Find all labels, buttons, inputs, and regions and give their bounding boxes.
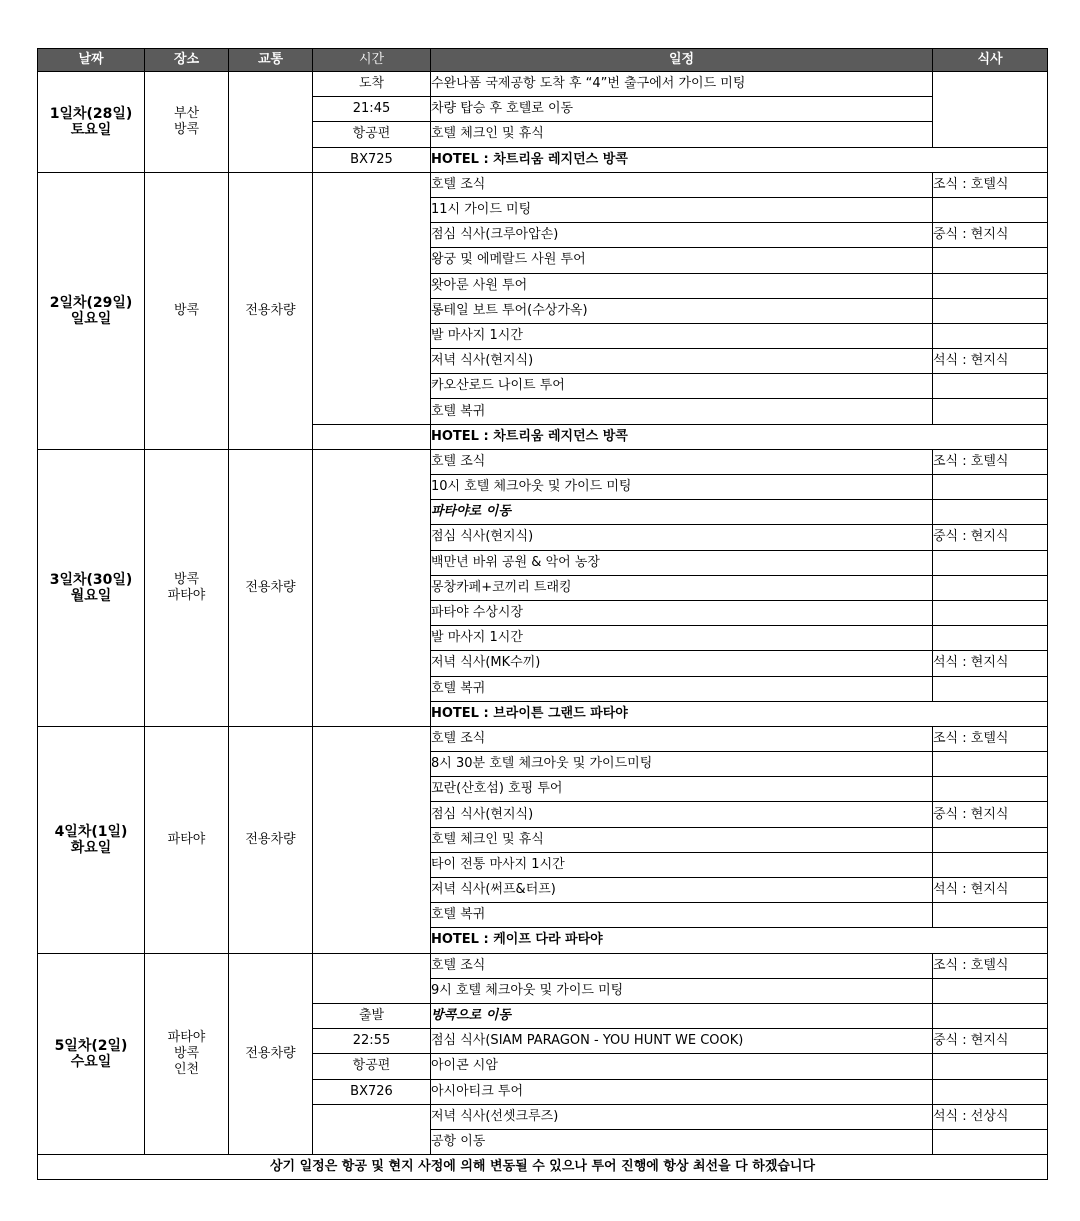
day1-time-2: 항공편	[313, 122, 431, 147]
day3-schedule-6: 파타야 수상시장	[431, 600, 933, 625]
header-meal: 식사	[933, 49, 1048, 72]
day5-meal-blank	[933, 978, 1048, 1003]
day5-date-line2: 수요일	[70, 1053, 112, 1070]
day5-meal-dinner: 석식 : 선상식	[933, 1104, 1048, 1129]
day3-place	[145, 449, 229, 726]
day4-meal-blank	[933, 903, 1048, 928]
day5-time-2: 항공편	[313, 1054, 431, 1079]
day5-schedule-2: 방콕으로 이동	[431, 1003, 933, 1028]
day2-schedule-4: 왓아룬 사원 투어	[431, 273, 933, 298]
day1-date	[38, 72, 145, 173]
day5-transport: 전용차량	[229, 953, 313, 1155]
day1-transport	[229, 72, 313, 173]
day5-place-line2: 방콕	[173, 1045, 200, 1061]
day4-hotel: HOTEL : 케이프 다라 파타야	[431, 928, 1048, 953]
day1-meal	[933, 72, 1048, 148]
day2-date-line1: 2일차(29일)	[49, 294, 133, 311]
day3-schedule-2: 파타야로 이동	[431, 500, 933, 525]
day3-place-line1: 방콕	[173, 571, 200, 587]
day4-time	[313, 726, 431, 953]
day1-time-1: 21:45	[313, 97, 431, 122]
day3-meal-blank	[933, 550, 1048, 575]
day3-meal-blank	[933, 475, 1048, 500]
day5-schedule-1: 9시 호텔 체크아웃 및 가이드 미팅	[431, 978, 933, 1003]
day5-schedule-4: 아이콘 시암	[431, 1054, 933, 1079]
day3-transport: 전용차량	[229, 449, 313, 726]
day5-schedule-3: 점심 식사(SIAM PARAGON - YOU HUNT WE COOK)	[431, 1029, 933, 1054]
day2-schedule-7: 저녁 식사(현지식)	[431, 349, 933, 374]
day1-time-3: BX725	[313, 147, 431, 172]
day2-meal-blank	[933, 197, 1048, 222]
day2-meal-lunch: 중식 : 현지식	[933, 223, 1048, 248]
day4-schedule-2: 꼬란(산호섬) 호핑 투어	[431, 777, 933, 802]
day2-meal-blank	[933, 248, 1048, 273]
day4-meal-dinner: 석식 : 현지식	[933, 878, 1048, 903]
day3-schedule-7: 발 마사지 1시간	[431, 626, 933, 651]
day5-meal-breakfast: 조식 : 호텔식	[933, 953, 1048, 978]
day2-date	[38, 172, 145, 449]
day2-hotel: HOTEL : 차트리움 레지던스 방콕	[431, 424, 1048, 449]
day2-schedule-9: 호텔 복귀	[431, 399, 933, 424]
day3-place-line2: 파타야	[167, 587, 206, 603]
day2-place: 방콕	[145, 172, 229, 449]
day3-date-line2: 월요일	[70, 587, 112, 604]
day2-meal-blank	[933, 298, 1048, 323]
day2-date-line2: 일요일	[70, 310, 112, 327]
footer-note: 상기 일정은 항공 및 현지 사정에 의해 변동될 수 있으나 투어 진행에 항상 최선을 다 하겠습니다	[38, 1155, 1048, 1180]
day5-time-blank	[313, 953, 431, 1003]
day5-place-line1: 파타야	[167, 1029, 206, 1045]
day4-schedule-1: 8시 30분 호텔 체크아웃 및 가이드미팅	[431, 752, 933, 777]
day1-date-line1: 1일차(28일)	[49, 105, 133, 122]
day4-schedule-6: 저녁 식사(써프&터프)	[431, 878, 933, 903]
day5-time-blank-2	[313, 1104, 431, 1154]
day4-schedule-3: 점심 식사(현지식)	[431, 802, 933, 827]
day3-meal-dinner: 석식 : 현지식	[933, 651, 1048, 676]
day1-hotel: HOTEL : 차트리움 레지던스 방콕	[431, 147, 1048, 172]
day4-schedule-0: 호텔 조식	[431, 726, 933, 751]
day5-time-3: BX726	[313, 1079, 431, 1104]
day5-meal-blank	[933, 1054, 1048, 1079]
day2-schedule-5: 롱테일 보트 투어(수상가옥)	[431, 298, 933, 323]
day4-date-line2: 화요일	[70, 839, 112, 856]
day5-meal-blank	[933, 1003, 1048, 1028]
day3-meal-blank	[933, 676, 1048, 701]
day3-schedule-8: 저녁 식사(MK수끼)	[431, 651, 933, 676]
day5-date	[38, 953, 145, 1155]
day1-schedule-0: 수완나폼 국제공항 도착 후 “4”번 출구에서 가이드 미팅	[431, 72, 933, 97]
header-schedule: 일정	[431, 49, 933, 72]
day2-schedule-2: 점심 식사(크루아압손)	[431, 223, 933, 248]
day4-meal-blank	[933, 827, 1048, 852]
day1-schedule-1: 차량 탑승 후 호텔로 이동	[431, 97, 933, 122]
day3-schedule-9: 호텔 복귀	[431, 676, 933, 701]
day2-schedule-3: 왕궁 및 에메랄드 사원 투어	[431, 248, 933, 273]
day1-place	[145, 72, 229, 173]
day2-meal-breakfast: 조식 : 호텔식	[933, 172, 1048, 197]
header-row	[38, 49, 1048, 72]
day5-meal-blank	[933, 1079, 1048, 1104]
header-time: 시간	[313, 49, 431, 72]
day3-meal-breakfast: 조식 : 호텔식	[933, 449, 1048, 474]
day5-date-line1: 5일차(2일)	[54, 1037, 128, 1054]
day4-meal-blank	[933, 852, 1048, 877]
day4-place: 파타야	[145, 726, 229, 953]
day4-meal-blank	[933, 752, 1048, 777]
day2-meal-dinner: 석식 : 현지식	[933, 349, 1048, 374]
header-transport: 교통	[229, 49, 313, 72]
day5-schedule-5: 아시아티크 투어	[431, 1079, 933, 1104]
day3-schedule-5: 몽창카페+코끼리 트래킹	[431, 575, 933, 600]
day3-time	[313, 449, 431, 726]
day5-schedule-0: 호텔 조식	[431, 953, 933, 978]
day2-time-hotel	[313, 424, 431, 449]
header-date: 날짜	[38, 49, 145, 72]
day5-place	[145, 953, 229, 1155]
day5-time-1: 22:55	[313, 1029, 431, 1054]
day3-meal-blank	[933, 500, 1048, 525]
day2-meal-blank	[933, 374, 1048, 399]
day3-schedule-4: 백만년 바위 공원 & 악어 농장	[431, 550, 933, 575]
day4-meal-lunch: 중식 : 현지식	[933, 802, 1048, 827]
day2-transport: 전용차량	[229, 172, 313, 449]
day5-meal-blank	[933, 1129, 1048, 1154]
day3-meal-lunch: 중식 : 현지식	[933, 525, 1048, 550]
day3-date	[38, 449, 145, 726]
header-place: 장소	[145, 49, 229, 72]
itinerary-table	[37, 48, 1048, 1180]
day1-date-line2: 토요일	[70, 121, 112, 138]
day2-schedule-6: 발 마사지 1시간	[431, 323, 933, 348]
day3-date-line1: 3일차(30일)	[49, 571, 133, 588]
day2-meal-blank	[933, 273, 1048, 298]
day3-meal-blank	[933, 600, 1048, 625]
day2-time	[313, 172, 431, 424]
day2-meal-blank	[933, 323, 1048, 348]
day4-date	[38, 726, 145, 953]
day4-schedule-7: 호텔 복귀	[431, 903, 933, 928]
day3-schedule-0: 호텔 조식	[431, 449, 933, 474]
day3-schedule-1: 10시 호텔 체크아웃 및 가이드 미팅	[431, 475, 933, 500]
day4-schedule-4: 호텔 체크인 및 휴식	[431, 827, 933, 852]
day5-schedule-7: 공항 이동	[431, 1129, 933, 1154]
day1-place-line1: 부산	[173, 105, 200, 121]
day1-time-0: 도착	[313, 72, 431, 97]
day5-time-0: 출발	[313, 1003, 431, 1028]
day1-place-line2: 방콕	[173, 121, 200, 137]
day5-place-line3: 인천	[173, 1061, 200, 1077]
day4-date-line1: 4일차(1일)	[54, 823, 128, 840]
day4-meal-blank	[933, 777, 1048, 802]
day2-schedule-1: 11시 가이드 미팅	[431, 197, 933, 222]
day2-schedule-0: 호텔 조식	[431, 172, 933, 197]
day2-meal-blank	[933, 399, 1048, 424]
day3-hotel: HOTEL : 브라이튼 그랜드 파타야	[431, 701, 1048, 726]
day3-meal-blank	[933, 575, 1048, 600]
day3-meal-blank	[933, 626, 1048, 651]
day1-schedule-2: 호텔 체크인 및 휴식	[431, 122, 933, 147]
day5-meal-lunch: 중식 : 현지식	[933, 1029, 1048, 1054]
day4-meal-breakfast: 조식 : 호텔식	[933, 726, 1048, 751]
day2-schedule-8: 카오산로드 나이트 투어	[431, 374, 933, 399]
day5-schedule-6: 저녁 식사(선셋크루즈)	[431, 1104, 933, 1129]
day4-schedule-5: 타이 전통 마사지 1시간	[431, 852, 933, 877]
day4-transport: 전용차량	[229, 726, 313, 953]
day3-schedule-3: 점심 식사(현지식)	[431, 525, 933, 550]
